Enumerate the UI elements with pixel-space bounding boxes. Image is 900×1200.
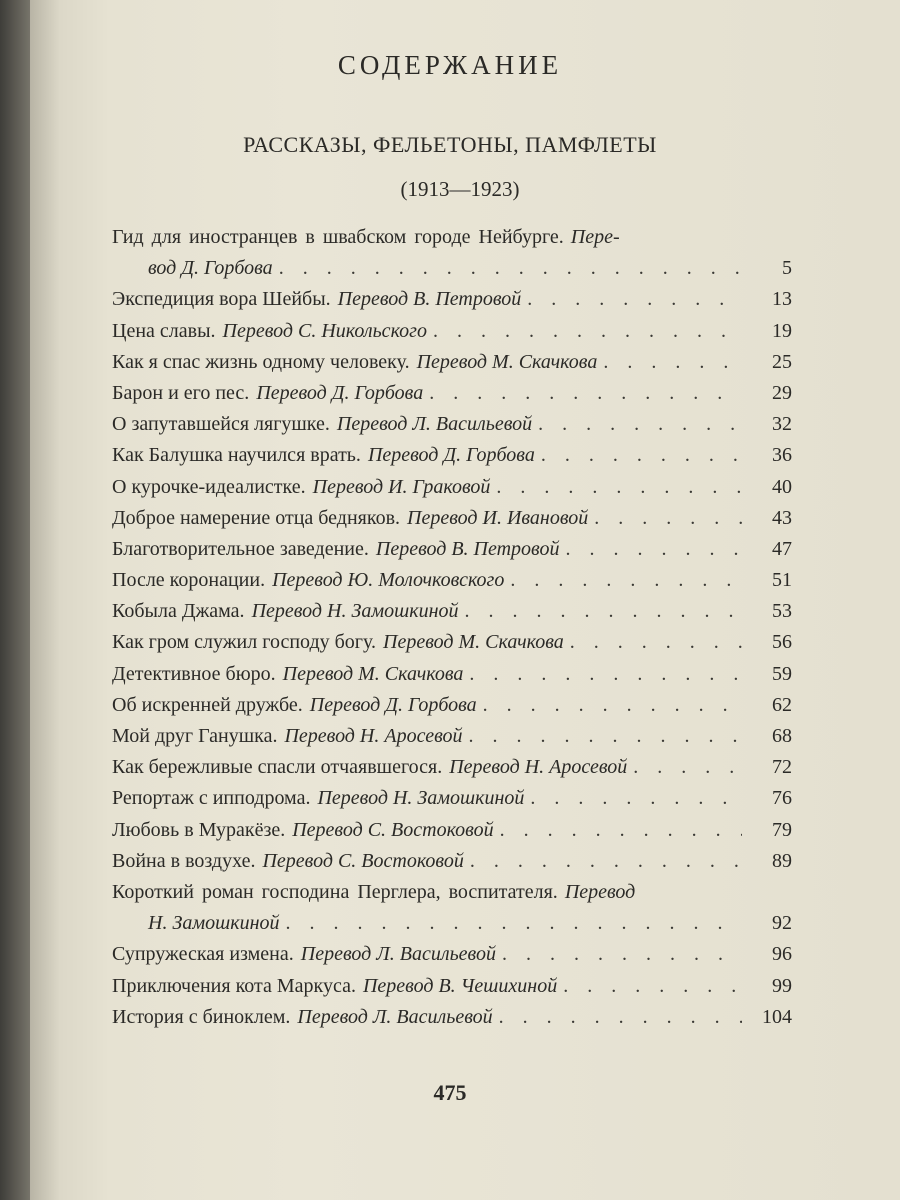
entry-title: Детективное бюро. (112, 662, 276, 685)
entry-title: Репортаж с ипподрома. (112, 787, 311, 810)
entry-translator: Перевод Л. Васильевой (300, 943, 496, 966)
dot-leader (594, 503, 742, 534)
entry-translator: Пере- (570, 226, 620, 248)
toc-entry (112, 503, 792, 534)
toc-entry-continuation (112, 908, 792, 939)
entry-title: Благотворительное заведение. (112, 537, 369, 560)
entry-page-number: 5 (782, 257, 792, 280)
entry-page-number: 13 (772, 288, 792, 311)
page-number: 475 (433, 1080, 467, 1105)
entry-title: Доброе намерение отца бедняков. (112, 506, 401, 529)
dot-leader (433, 316, 742, 347)
entry-page-number: 62 (772, 693, 792, 716)
section-years: (1913—1923) (400, 177, 520, 201)
entry-title: О курочке-идеалистке. (112, 475, 306, 498)
dot-leader (541, 440, 742, 471)
entry-page-number: 19 (772, 319, 792, 342)
page-title: СОДЕРЖАНИЕ (337, 50, 563, 80)
entry-page-number: 32 (772, 413, 792, 436)
dot-leader (570, 627, 742, 658)
entry-translator: Перевод В. Петровой (337, 288, 522, 311)
entry-translator-continued: Н. Замошкиной (148, 912, 280, 935)
section-heading: РАССКАЗЫ, ФЕЛЬЕТОНЫ, ПАМФЛЕТЫ (243, 132, 657, 157)
dot-leader (469, 721, 743, 752)
entry-page-number: 76 (772, 787, 792, 810)
entry-title: Цена славы. (112, 319, 216, 342)
entry-title: Как Балушка научился врать. (112, 444, 361, 467)
entry-title: Любовь в Муракёзе. (112, 818, 286, 841)
entry-page-number: 72 (772, 756, 792, 779)
dot-leader (502, 939, 742, 970)
dot-leader (429, 378, 742, 409)
entry-page-number: 40 (772, 475, 792, 498)
entry-page-number: 92 (772, 912, 792, 935)
entry-page-number: 25 (772, 350, 792, 373)
entry-title: Приключения кота Маркуса. (112, 974, 356, 997)
toc-entry (112, 534, 792, 565)
toc-entry-continuation (112, 253, 792, 284)
toc-entry (112, 815, 792, 846)
dot-leader (496, 472, 742, 503)
entry-title: Как я спас жизнь одному человеку. (112, 350, 410, 373)
entry-translator: Перевод И. Ивановой (407, 506, 589, 529)
toc-entry (112, 627, 792, 658)
entry-title: Война в воздухе. (112, 849, 256, 872)
toc-entry (112, 284, 792, 315)
entry-translator: Перевод (564, 880, 636, 903)
toc-entry (112, 939, 792, 970)
dot-leader (470, 846, 742, 877)
toc-entry (112, 690, 792, 721)
toc-entry (112, 596, 792, 627)
dot-leader (500, 815, 742, 846)
dot-leader (527, 284, 742, 315)
dot-leader (530, 783, 742, 814)
entry-translator: Перевод Л. Васильевой (336, 413, 533, 436)
dot-leader (285, 908, 742, 939)
entry-translator: Перевод С. Востоковой (262, 849, 464, 872)
entry-title: Об искренней дружбе. (112, 693, 303, 716)
dot-leader (633, 752, 742, 783)
entry-title: О запутавшейся лягушке. (112, 413, 330, 436)
dot-leader (279, 253, 742, 284)
entry-page-number: 56 (772, 631, 792, 654)
dot-leader (499, 1002, 742, 1033)
entry-title: Кобыла Джама. (112, 600, 245, 623)
toc-entry (112, 846, 792, 877)
entry-title: История с биноклем. (112, 1005, 291, 1028)
dot-leader (538, 409, 742, 440)
toc-entry (112, 877, 792, 908)
entry-translator: Перевод М. Скачкова (416, 350, 598, 373)
entry-translator: Перевод М. Скачкова (282, 662, 464, 685)
entry-title: Как бережливые спасли отчаявшегося. (112, 756, 443, 779)
entry-translator: Перевод Л. Васильевой (297, 1005, 493, 1028)
toc-entry (112, 752, 792, 783)
entry-title: Короткий роман господина Перглера, воспитателя. (112, 880, 558, 903)
entry-translator: Перевод Ю. Молочковского (272, 569, 505, 592)
entry-page-number: 36 (772, 444, 792, 467)
entry-page-number: 43 (772, 506, 792, 529)
toc-entry (112, 783, 792, 814)
entry-page-number: 68 (772, 725, 792, 747)
toc-entry (112, 565, 792, 596)
entry-title: Как гром служил господу богу. (112, 631, 377, 654)
entry-title: После коронации. (112, 569, 266, 592)
toc-entry (112, 721, 792, 752)
entry-translator: Перевод Д. Горбова (256, 381, 424, 404)
entry-translator: Перевод Н. Замошкиной (251, 600, 459, 623)
entry-page-number: 89 (772, 849, 792, 872)
entry-page-number: 104 (762, 1005, 792, 1028)
entry-page-number: 99 (772, 974, 792, 997)
toc-entry (112, 440, 792, 471)
entry-translator: Перевод Д. Горбова (309, 693, 477, 716)
entry-title: Гид для иностранцев в швабском городе Нейбурге. (112, 226, 564, 248)
toc-entry (112, 409, 792, 440)
entry-title: Супружеская измена. (112, 943, 294, 966)
entry-page-number: 96 (772, 943, 792, 966)
dot-leader (465, 596, 742, 627)
dot-leader (563, 971, 742, 1002)
entry-page-number: 53 (772, 600, 792, 623)
table-of-contents (112, 222, 792, 1033)
toc-entry (112, 316, 792, 347)
entry-translator: Перевод В. Чешихиной (362, 974, 558, 997)
toc-entry (112, 378, 792, 409)
toc-entry (112, 659, 792, 690)
dot-leader (565, 534, 742, 565)
entry-translator: Перевод Н. Аросевой (449, 756, 628, 779)
entry-translator: Перевод Н. Аросевой (284, 725, 463, 747)
dot-leader (483, 690, 742, 721)
entry-translator: Перевод Н. Замошкиной (317, 787, 525, 810)
entry-title: Экспедиция вора Шейбы. (112, 288, 331, 311)
entry-translator: Перевод Д. Горбова (367, 444, 535, 467)
dot-leader (510, 565, 742, 596)
toc-entry (112, 971, 792, 1002)
entry-translator: Перевод М. Скачкова (383, 631, 564, 654)
toc-entry (112, 347, 792, 378)
entry-page-number: 47 (772, 537, 792, 560)
entry-title: Мой друг Ганушка. (112, 725, 278, 747)
entry-translator: Перевод И. Граковой (312, 475, 491, 498)
entry-page-number: 59 (772, 662, 792, 685)
dot-leader (603, 347, 742, 378)
entry-page-number: 51 (772, 569, 792, 592)
entry-translator-continued: вод Д. Горбова (148, 257, 273, 280)
entry-translator: Перевод В. Петровой (375, 537, 560, 560)
entry-translator: Перевод С. Никольского (222, 319, 427, 342)
dot-leader (469, 659, 742, 690)
entry-title: Барон и его пес. (112, 381, 250, 404)
toc-entry (112, 472, 792, 503)
entry-page-number: 29 (772, 381, 792, 404)
entry-translator: Перевод С. Востоковой (292, 818, 494, 841)
entry-page-number: 79 (772, 818, 792, 841)
toc-entry (112, 222, 792, 253)
toc-entry (112, 1002, 792, 1033)
